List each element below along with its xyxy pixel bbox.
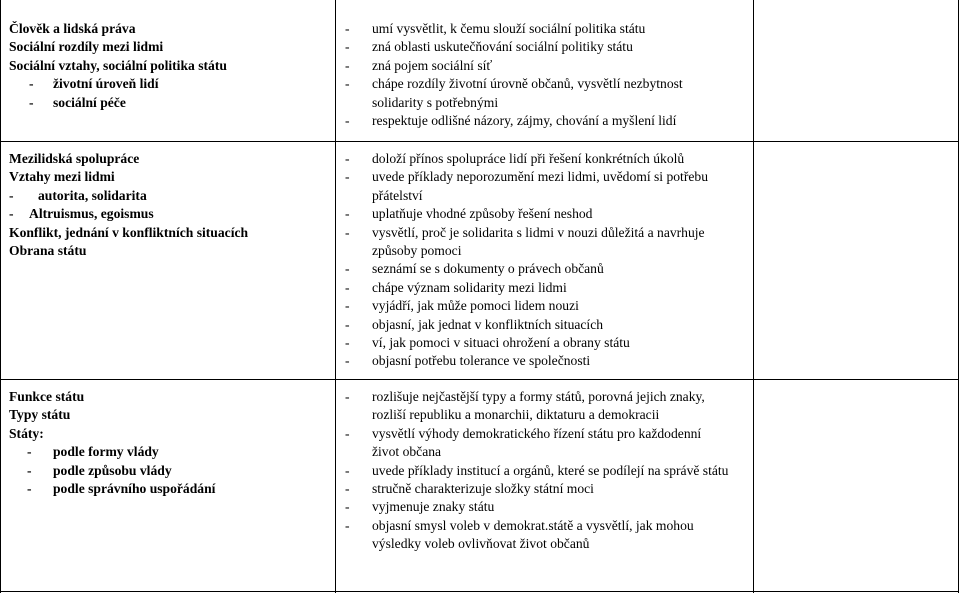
outcome-item: - umí vysvětlit, k čemu slouží sociální politika státu bbox=[345, 21, 646, 36]
row1-outcomes-cell bbox=[345, 20, 750, 130]
outcome-item: - uvede příklady neporozumění mezi lidmi, uvědomí si potřebu přátelství bbox=[345, 169, 708, 203]
column-divider-1 bbox=[335, 0, 336, 593]
outcome-item: - vyjmenuje znaky státu bbox=[345, 499, 495, 515]
outcome-item: - zná pojem sociální síť bbox=[345, 57, 493, 73]
outcome-item: - vyjádří, jak může pomoci lidem nouzi bbox=[345, 298, 579, 314]
topic-subitem: - podle formy vlády bbox=[27, 444, 159, 460]
topic-heading: Typy státu bbox=[9, 407, 71, 423]
topic-heading: Funkce státu bbox=[9, 389, 85, 404]
topic-heading: Obrana státu bbox=[9, 243, 87, 259]
topic-subitem: - autorita, solidarita bbox=[9, 187, 147, 203]
outcome-item: - objasní potřebu tolerance ve společnosti bbox=[345, 353, 591, 369]
row-divider-2 bbox=[0, 379, 959, 380]
topic-heading: Člověk a lidská práva bbox=[9, 21, 136, 36]
outcome-item: - uvede příklady institucí a orgánů, které se podílejí na správě státu bbox=[345, 462, 729, 478]
topic-heading: Mezilidská spolupráce bbox=[9, 151, 140, 166]
outcome-item: - seznámí se s dokumenty o právech občanů bbox=[345, 261, 604, 277]
row2-outcomes-cell bbox=[345, 150, 750, 371]
topic-subitem: - podle způsobu vlády bbox=[27, 462, 172, 478]
column-divider-2 bbox=[753, 0, 754, 593]
row-divider-1 bbox=[0, 141, 959, 142]
outcome-item: - ví, jak pomoci v situaci ohrožení a obrany státu bbox=[345, 335, 630, 351]
topic-subitem: - Altruismus, egoismus bbox=[9, 206, 154, 222]
outcome-item: - vysvětlí výhody demokratického řízení státu pro každodenní život občana bbox=[345, 425, 702, 460]
outcome-item: - respektuje odlišné názory, zájmy, chování a myšlení lidí bbox=[345, 113, 677, 129]
topic-heading: Sociální rozdíly mezi lidmi bbox=[9, 39, 164, 55]
topic-heading: Státy: bbox=[9, 425, 44, 441]
outcome-item: - vysvětlí, proč je solidarita s lidmi v nouzi důležitá a navrhuje způsoby pomoci bbox=[345, 224, 705, 259]
topic-heading: Sociální vztahy, sociální politika státu bbox=[9, 57, 227, 73]
row1-topic-cell bbox=[9, 20, 327, 112]
table-border-left bbox=[0, 0, 1, 593]
outcome-item: - chápe rozdíly životní úrovně občanů, vysvětlí nezbytnost solidarity s potřebnými bbox=[345, 76, 683, 110]
outcome-item: - objasní smysl voleb v demokrat.státě a vysvětlí, jak mohou výsledky voleb ovlivňovat život občanů bbox=[345, 517, 694, 552]
outcome-item: - zná oblasti uskutečňování sociální politiky státu bbox=[345, 39, 633, 55]
topic-subitem: - podle správního uspořádání bbox=[27, 481, 216, 497]
outcome-item: - rozlišuje nejčastější typy a formy států, porovná jejich znaky, rozliší republiku a monarchii, diktaturu a demokracii bbox=[345, 389, 705, 423]
row2-topic-cell bbox=[9, 150, 327, 260]
outcome-item: - stručně charakterizuje složky státní moci bbox=[345, 481, 594, 497]
outcome-item: - doloží přínos spolupráce lidí při řešení konkrétních úkolů bbox=[345, 151, 685, 166]
table-border-bottom bbox=[0, 591, 959, 592]
topic-subitem: - životní úroveň lidí bbox=[29, 76, 159, 92]
outcome-item: - chápe význam solidarity mezi lidmi bbox=[345, 279, 567, 295]
topic-subitem: - sociální péče bbox=[29, 94, 126, 110]
row3-outcomes-cell bbox=[345, 388, 750, 554]
topic-heading: Konflikt, jednání v konfliktních situacích bbox=[9, 224, 249, 240]
outcome-item: - objasní, jak jednat v konfliktních situacích bbox=[345, 316, 604, 332]
topic-heading: Vztahy mezi lidmi bbox=[9, 169, 115, 185]
row3-topic-cell bbox=[9, 388, 327, 498]
outcome-item: - uplatňuje vhodné způsoby řešení neshod bbox=[345, 206, 593, 222]
